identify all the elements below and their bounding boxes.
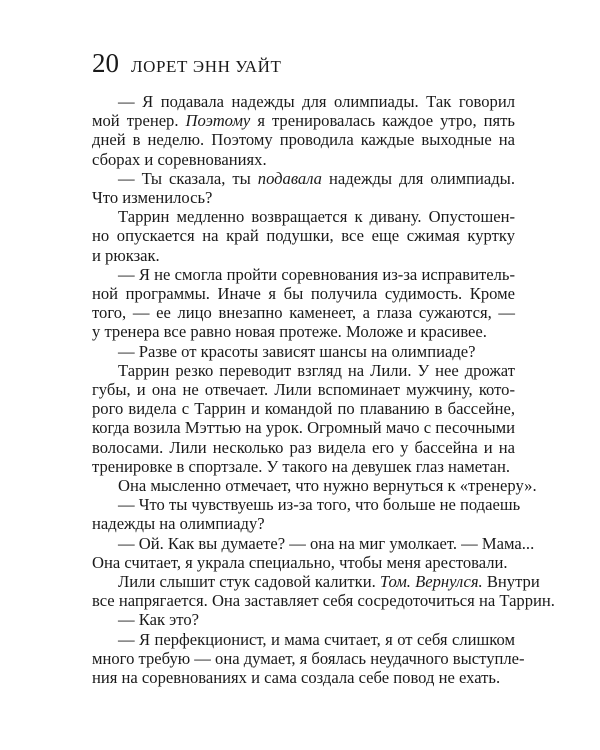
paragraph <box>92 92 515 169</box>
text-line: сборах и соревнованиях. <box>92 149 267 169</box>
text-line: — Ты сказала, ты подавала надежды для олимпиады. <box>118 168 515 188</box>
paragraph <box>92 533 535 572</box>
text-line: у тренера все равно новая протеже. Моложе и красивее. <box>92 322 487 342</box>
text-line: дней в неделю. Поэтому проводила каждые выходные на <box>92 130 515 150</box>
paragraph <box>92 495 521 534</box>
text-line: Она считает, я украла специально, чтобы меня арестовали. <box>92 552 508 572</box>
text-line: — Как это? <box>118 610 199 630</box>
text-line: все напрягается. Она заставляет себя сосредоточиться на Таррин. <box>92 591 555 611</box>
text-line: волосами. Лили несколько раз видела его у бассейна и на <box>92 437 515 457</box>
running-head <box>92 46 281 80</box>
text-line: Лили слышит стук садовой калитки. Том. Вернулся. Внутри <box>118 572 540 592</box>
text-line: много требую — она думает, я боялась неудачного выступле- <box>92 648 525 668</box>
text-line: Что изменилось? <box>92 188 213 208</box>
text-line: ной программы. Иначе я бы получила судимость. Кроме <box>92 284 515 304</box>
paragraph <box>92 342 515 361</box>
text-line: ния на соревнованиях и сама создала себе повод не ехать. <box>92 668 501 688</box>
paragraph <box>92 629 525 688</box>
paragraph <box>92 610 515 629</box>
text-line: — Я подавала надежды для олимпиады. Так говорил <box>118 92 515 111</box>
text-line: — Я не смогла пройти соревнования из-за исправитель- <box>118 264 515 284</box>
text-line: губы, и она не отвечает. Лили вспоминает мужчину, кото- <box>92 380 515 400</box>
body-text <box>92 92 555 688</box>
text-line: Таррин медленно возвращается к дивану. Опустошен- <box>118 207 515 227</box>
paragraph <box>92 361 515 476</box>
text-line: тренировке в спортзале. У такого на девушек глаз наметан. <box>92 456 510 476</box>
text-line: Таррин резко переводит взгляд на Лили. У нее дрожат <box>118 360 515 380</box>
text-line: — Ой. Как вы думаете? — она на миг умолкает. — Мама... <box>118 533 535 553</box>
author-name: ЛОРЕТ ЭНН УАЙТ <box>131 57 282 76</box>
paragraph <box>92 265 515 342</box>
paragraph <box>92 169 515 207</box>
text-line: надежды на олимпиаду? <box>92 514 265 534</box>
text-line: когда возила Мэттью на урок. Огромный мачо с песочными <box>92 418 515 438</box>
text-line: — Разве от красоты зависят шансы на олимпиаде? <box>118 341 476 361</box>
paragraph <box>92 476 537 496</box>
text-line: рого видела с Таррин и командой по плаванию в бассейне, <box>92 399 515 419</box>
text-line: Она мысленно отмечает, что нужно вернуться к «тренеру». <box>118 476 537 496</box>
page-number: 20 <box>92 48 119 78</box>
text-line: мой тренер. Поэтому я тренировалась каждое утро, пять <box>92 111 515 131</box>
text-line: — Я перфекционист, и мама считает, я от себя слишком <box>118 629 515 649</box>
paragraph <box>92 572 555 611</box>
text-line: того, — ее лицо внезапно каменеет, а глаза сужаются, — <box>92 303 515 323</box>
text-line: — Что ты чувствуешь из-за того, что больше не подаешь <box>118 495 521 515</box>
paragraph <box>92 207 515 265</box>
text-line: и рюкзак. <box>92 245 160 265</box>
text-line: но опускается на край подушки, все еще сжимая куртку <box>92 226 515 246</box>
